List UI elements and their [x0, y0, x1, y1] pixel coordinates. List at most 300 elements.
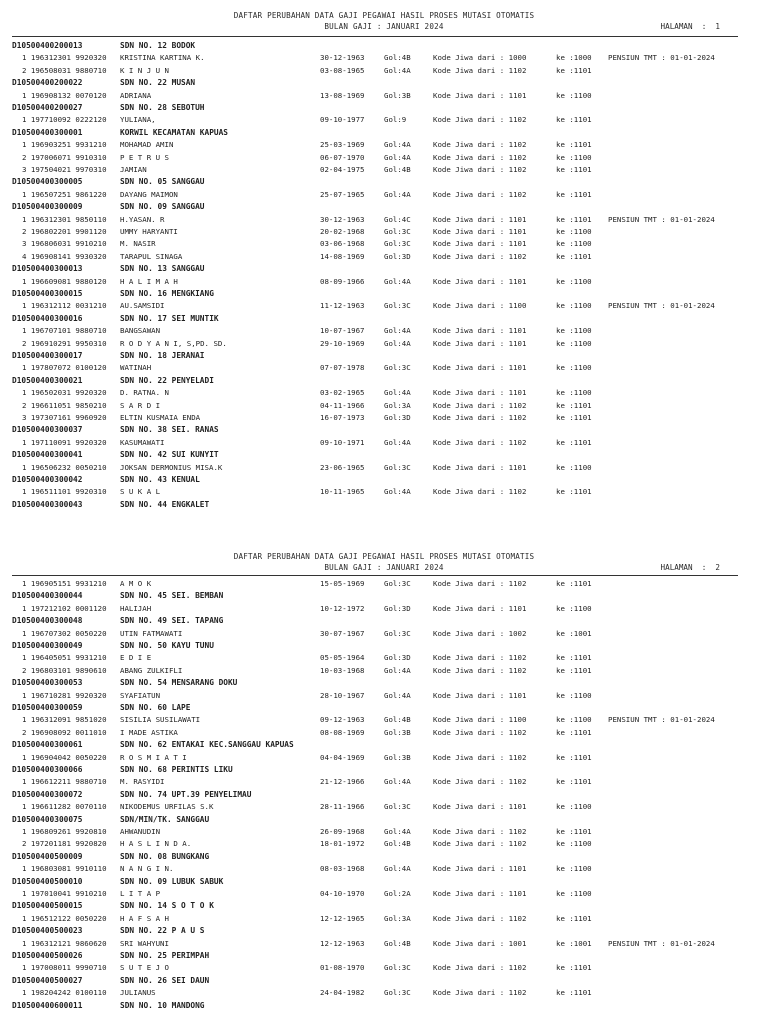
family-code-to: ke :1101: [556, 827, 592, 836]
employee-row: [12, 387, 752, 399]
employee-name: H.YASAN. R: [120, 214, 165, 224]
family-code-to: ke :1001: [556, 628, 592, 638]
employee-name: UTIN FATMAWATI: [120, 628, 183, 638]
family-code-to: ke :1101: [556, 140, 592, 150]
family-code-to: ke :1100: [556, 603, 592, 613]
unit-code: D10500400300049: [12, 641, 83, 650]
birth-date: 18-01-1972: [320, 839, 365, 849]
employee-name: E D I E: [120, 653, 152, 663]
grade: Gol:4C: [384, 214, 411, 224]
unit-name: SDN NO. 62 ENTAKAI KEC.SANGGAU KAPUAS: [120, 740, 294, 750]
grade: Gol:3D: [384, 413, 411, 422]
unit-name: SDN NO. 49 SEI. TAPANG: [120, 616, 224, 626]
family-code-to: ke :1100: [556, 388, 592, 398]
family-code-to: ke :1101: [556, 65, 592, 75]
employee-name: S U K A L: [120, 487, 161, 497]
birth-date: 16-07-1973: [320, 413, 365, 422]
employee-row: [12, 65, 752, 77]
unit-header-row: [12, 127, 752, 139]
grade: Gol:3A: [384, 913, 411, 923]
family-code-from: Kode Jiwa dari : 1102: [433, 140, 527, 150]
unit-name: SDN NO. 26 SEI DAUN: [120, 975, 210, 985]
employee-name: MOHAMAD AMIN: [120, 140, 174, 150]
birth-date: 12-12-1963: [320, 938, 365, 948]
unit-header-row: [12, 474, 752, 486]
unit-header-row: [12, 424, 752, 436]
employee-nip: 1 196507251 9861220: [22, 189, 107, 199]
family-code-to: ke :1100: [556, 276, 592, 286]
birth-date: 15-05-1969: [320, 579, 365, 588]
employee-name: SRI WAHYUNI: [120, 938, 169, 948]
unit-code: D10500400300072: [12, 789, 83, 799]
family-code-to: ke :1100: [556, 152, 592, 162]
family-code-from: Kode Jiwa dari : 1101: [433, 338, 527, 348]
family-code-from: Kode Jiwa dari : 1102: [433, 727, 527, 737]
birth-date: 30-12-1963: [320, 214, 365, 224]
grade: Gol:4B: [384, 53, 411, 63]
grade: Gol:3D: [384, 603, 411, 613]
unit-code: D10500400300053: [12, 678, 83, 688]
unit-header-row: [12, 677, 752, 689]
birth-date: 10-11-1965: [320, 487, 365, 497]
unit-code: D10500400300016: [12, 313, 83, 323]
employee-nip: 1 196803081 9910110: [22, 864, 107, 874]
unit-code: D10500400300059: [12, 703, 83, 712]
employee-name: KASUMAWATI: [120, 437, 165, 447]
employee-nip: 2 196803101 9890610: [22, 665, 107, 675]
employee-name: R O S M I A T I: [120, 752, 187, 762]
unit-name: SDN NO. 50 KAYU TUNU: [120, 641, 214, 650]
employee-row: [12, 338, 752, 350]
unit-header-row: [12, 102, 752, 114]
page-label: HALAMAN: [660, 22, 693, 31]
grade: Gol:3C: [384, 802, 411, 812]
unit-code: D10500400300005: [12, 177, 83, 187]
unit-name: SDN NO. 22 P A U S: [120, 926, 205, 936]
unit-name: SDN NO. 17 SEI MUNTIK: [120, 313, 219, 323]
birth-date: 08-08-1969: [320, 727, 365, 737]
employee-row: [12, 888, 752, 900]
employee-nip: 1 196710281 9920320: [22, 690, 107, 700]
family-code-to: ke :1100: [556, 715, 592, 725]
employee-nip: 1 196809261 9920810: [22, 827, 107, 836]
birth-date: 28-10-1967: [320, 690, 365, 700]
employee-row: [12, 52, 752, 64]
grade: Gol:3B: [384, 90, 411, 100]
unit-name: SDN NO. 42 SUI KUNYIT: [120, 450, 219, 460]
employee-name: AU.SAMSIDI: [120, 301, 165, 311]
employee-name: K I N J U N: [120, 65, 169, 75]
birth-date: 08-09-1966: [320, 276, 365, 286]
employee-name: KRISTINA KARTINA K.: [120, 53, 205, 63]
family-code-from: Kode Jiwa dari : 1101: [433, 90, 527, 100]
birth-date: 25-03-1969: [320, 140, 365, 150]
unit-header-row: [12, 40, 752, 52]
grade: Gol:4A: [384, 827, 411, 836]
unit-header-row: [12, 77, 752, 89]
birth-date: 20-02-1968: [320, 227, 365, 236]
page-number: HALAMAN : 2: [660, 563, 720, 572]
employee-name: BANGSAWAN: [120, 326, 161, 336]
birth-date: 10-07-1967: [320, 326, 365, 336]
employee-row: [12, 139, 752, 151]
family-code-to: ke :1100: [556, 690, 592, 700]
employee-name: YULIANA,: [120, 115, 156, 125]
family-code-to: ke :1100: [556, 462, 592, 472]
family-code-from: Kode Jiwa dari : 1102: [433, 115, 527, 125]
employee-row: [12, 226, 752, 238]
retirement-note: PENSIUN TMT : 01-01-2024: [608, 53, 715, 63]
retirement-note: PENSIUN TMT : 01-01-2024: [608, 938, 715, 948]
employee-row: [12, 752, 752, 764]
employee-nip: 4 196908141 9930320: [22, 251, 107, 261]
unit-name: SDN NO. 43 KENUAL: [120, 475, 200, 484]
family-code-to: ke :1101: [556, 913, 592, 923]
birth-date: 24-04-1982: [320, 988, 365, 998]
unit-header-row: [12, 263, 752, 275]
employee-row: [12, 603, 752, 615]
unit-header-row: [12, 764, 752, 776]
employee-row: [12, 412, 752, 424]
employee-name: H A F S A H: [120, 913, 169, 923]
employee-nip: 3 196806031 9910210: [22, 239, 107, 249]
employee-nip: 1 197807072 0100120: [22, 363, 107, 373]
grade: Gol:4A: [384, 152, 411, 162]
unit-name: SDN NO. 22 MUSAN: [120, 78, 196, 88]
family-code-from: Kode Jiwa dari : 1102: [433, 251, 527, 261]
unit-code: D10500400300061: [12, 740, 83, 750]
employee-row: [12, 913, 752, 925]
family-code-to: ke :1101: [556, 727, 592, 737]
employee-nip: 1 198204242 0100110: [22, 988, 107, 998]
grade: Gol:4B: [384, 839, 411, 849]
employee-row: [12, 714, 752, 726]
employee-nip: 1 196611282 0070110: [22, 802, 107, 812]
birth-date: 08-03-1968: [320, 864, 365, 874]
birth-date: 04-10-1970: [320, 889, 365, 898]
grade: Gol:4A: [384, 665, 411, 675]
unit-code: D10500400300043: [12, 499, 83, 509]
page-number-value: 2: [715, 563, 720, 572]
retirement-note: PENSIUN TMT : 01-01-2024: [608, 214, 715, 224]
family-code-to: ke :1101: [556, 400, 592, 410]
employee-row: [12, 189, 752, 201]
unit-code: D10500400300021: [12, 375, 83, 385]
employee-nip: 1 196707101 9880710: [22, 326, 107, 336]
grade: Gol:4B: [384, 938, 411, 948]
grade: Gol:3B: [384, 752, 411, 762]
birth-date: 10-03-1968: [320, 665, 365, 675]
employee-name: L I T A P: [120, 889, 161, 898]
unit-code: D10500400300009: [12, 202, 83, 212]
unit-code: D10500400500015: [12, 901, 83, 911]
grade: Gol:3C: [384, 988, 411, 998]
unit-code: D10500400200027: [12, 103, 83, 112]
birth-date: 13-08-1969: [320, 90, 365, 100]
page-separator: [0, 530, 768, 548]
employee-name: JULIANUS: [120, 988, 156, 998]
grade: Gol:3C: [384, 963, 411, 973]
employee-nip: 3 197307161 9960920: [22, 413, 107, 422]
unit-name: SDN NO. 09 SANGGAU: [120, 202, 205, 212]
birth-date: 25-07-1965: [320, 189, 365, 199]
family-code-to: ke :1101: [556, 413, 592, 422]
retirement-note: PENSIUN TMT : 01-01-2024: [608, 715, 715, 725]
unit-name: SDN NO. 14 S O T O K: [120, 901, 214, 911]
unit-code: D10500400500010: [12, 876, 83, 886]
grade: Gol:4A: [384, 864, 411, 874]
employee-name: UMMY HARYANTI: [120, 227, 178, 236]
employee-row: [12, 164, 752, 176]
page-label: HALAMAN: [660, 563, 693, 572]
unit-header-row: [12, 313, 752, 325]
unit-name: SDN NO. 08 BUNGKANG: [120, 851, 210, 861]
unit-header-row: [12, 851, 752, 863]
unit-code: D10500400200022: [12, 78, 83, 88]
employee-row: [12, 325, 752, 337]
employee-row: [12, 938, 752, 950]
employee-row: [12, 238, 752, 250]
grade: Gol:4A: [384, 437, 411, 447]
family-code-from: Kode Jiwa dari : 1100: [433, 301, 527, 311]
header-rule: [12, 36, 738, 37]
unit-code: D10500400300013: [12, 264, 83, 274]
unit-header-row: [12, 900, 752, 912]
family-code-from: Kode Jiwa dari : 1102: [433, 777, 527, 787]
birth-date: 01-08-1970: [320, 963, 365, 973]
grade: Gol:4A: [384, 189, 411, 199]
unit-header-row: [12, 449, 752, 461]
unit-header-row: [12, 350, 752, 362]
unit-header-row: [12, 640, 752, 652]
family-code-from: Kode Jiwa dari : 1101: [433, 802, 527, 812]
employee-row: [12, 826, 752, 838]
employee-row: [12, 400, 752, 412]
grade: Gol:4A: [384, 326, 411, 336]
birth-date: 26-09-1968: [320, 827, 365, 836]
employee-nip: 1 196905151 9931210: [22, 579, 107, 588]
employee-nip: 1 197212102 0001120: [22, 603, 107, 613]
employee-name: S U T E J O: [120, 963, 169, 973]
family-code-from: Kode Jiwa dari : 1101: [433, 276, 527, 286]
family-code-from: Kode Jiwa dari : 1102: [433, 437, 527, 447]
unit-header-row: [12, 1000, 752, 1012]
grade: Gol:4A: [384, 777, 411, 787]
employee-row: [12, 987, 752, 999]
employee-name: NIKODEMUS URFILAS S.K: [120, 802, 214, 812]
employee-nip: 2 197006071 9910310: [22, 152, 107, 162]
family-code-to: ke :1101: [556, 777, 592, 787]
birth-date: 07-07-1978: [320, 363, 365, 373]
employee-row: [12, 362, 752, 374]
unit-code: D10500400300042: [12, 475, 83, 484]
grade: Gol:3C: [384, 227, 411, 236]
unit-code: D10500400300041: [12, 450, 83, 460]
family-code-to: ke :1101: [556, 988, 592, 998]
family-code-from: Kode Jiwa dari : 1101: [433, 363, 527, 373]
family-code-to: ke :1100: [556, 864, 592, 874]
employee-nip: 2 197201181 9920820: [22, 839, 107, 849]
employee-nip: 1 196908132 0070120: [22, 90, 107, 100]
unit-header-row: [12, 814, 752, 826]
employee-nip: 1 196512122 0050220: [22, 913, 107, 923]
page-number-value: 1: [715, 22, 720, 31]
family-code-to: ke :1100: [556, 326, 592, 336]
birth-date: 28-11-1966: [320, 802, 365, 812]
grade: Gol:3C: [384, 579, 411, 588]
employee-name: WATINAH: [120, 363, 152, 373]
employee-nip: 1 196502031 9920320: [22, 388, 107, 398]
family-code-to: ke :1101: [556, 963, 592, 973]
family-code-to: ke :1101: [556, 165, 592, 174]
employee-name: N A N G I N.: [120, 864, 174, 874]
family-code-from: Kode Jiwa dari : 1101: [433, 864, 527, 874]
unit-name: SDN NO. 54 MENSARANG DOKU: [120, 678, 238, 688]
family-code-from: Kode Jiwa dari : 1101: [433, 603, 527, 613]
family-code-to: ke :1101: [556, 487, 592, 497]
unit-name: SDN NO. 09 LUBUK SABUK: [120, 876, 224, 886]
family-code-from: Kode Jiwa dari : 1102: [433, 579, 527, 588]
report-title: DAFTAR PERUBAHAN DATA GAJI PEGAWAI HASIL PROSES MUTASI OTOMATIS: [233, 11, 535, 20]
employee-name: AHWANUDIN: [120, 827, 161, 836]
family-code-to: ke :1100: [556, 301, 592, 311]
employee-nip: 1 196312091 9851020: [22, 715, 107, 725]
family-code-from: Kode Jiwa dari : 1102: [433, 400, 527, 410]
grade: Gol:9: [384, 115, 407, 125]
family-code-from: Kode Jiwa dari : 1102: [433, 827, 527, 836]
unit-name: KORWIL KECAMATAN KAPUAS: [120, 127, 228, 137]
unit-name: SDN NO. 44 ENGKALET: [120, 499, 210, 509]
family-code-from: Kode Jiwa dari : 1102: [433, 913, 527, 923]
family-code-to: ke :1101: [556, 579, 592, 588]
unit-code: D10500400300075: [12, 814, 83, 824]
grade: Gol:3D: [384, 251, 411, 261]
employee-nip: 2 196802201 9901120: [22, 227, 107, 236]
family-code-from: Kode Jiwa dari : 1101: [433, 326, 527, 336]
family-code-to: ke :1100: [556, 90, 592, 100]
family-code-to: ke :1101: [556, 665, 592, 675]
employee-row: [12, 962, 752, 974]
birth-date: 23-06-1965: [320, 462, 365, 472]
family-code-from: Kode Jiwa dari : 1102: [433, 413, 527, 422]
employee-name: H A L I M A H: [120, 276, 178, 286]
employee-name: JAMIAN: [120, 165, 147, 174]
employee-nip: 1 196506232 0050210: [22, 462, 107, 472]
report-subtitle: BULAN GAJI : JANUARI 2024: [324, 563, 444, 572]
employee-nip: 1 196312121 9860620: [22, 938, 107, 948]
employee-name: TARAPUL SINAGA: [120, 251, 183, 261]
employee-name: SYAFIATUN: [120, 690, 161, 700]
employee-row: [12, 665, 752, 677]
birth-date: 03-02-1965: [320, 388, 365, 398]
employee-row: [12, 214, 752, 226]
employee-row: [12, 90, 752, 102]
employee-nip: 1 196707302 0050220: [22, 628, 107, 638]
unit-header-row: [12, 499, 752, 511]
grade: Gol:4A: [384, 338, 411, 348]
unit-name: SDN/MIN/TK. SANGGAU: [120, 814, 210, 824]
employee-name: ADRIANA: [120, 90, 152, 100]
unit-code: D10500400300044: [12, 591, 83, 601]
employee-nip: 1 196903251 9931210: [22, 140, 107, 150]
family-code-from: Kode Jiwa dari : 1102: [433, 487, 527, 497]
birth-date: 03-08-1965: [320, 65, 365, 75]
header-rule: [12, 575, 738, 576]
unit-name: SDN NO. 28 SEBOTUH: [120, 103, 205, 112]
birth-date: 05-05-1964: [320, 653, 365, 663]
employee-name: M. NASIR: [120, 239, 156, 249]
family-code-to: ke :1101: [556, 189, 592, 199]
birth-date: 04-04-1969: [320, 752, 365, 762]
unit-header-row: [12, 375, 752, 387]
employee-name: S A R D I: [120, 400, 161, 410]
employee-name: ELTIN KUSMAIA ENDA: [120, 413, 201, 422]
employee-row: [12, 462, 752, 474]
family-code-from: Kode Jiwa dari : 1102: [433, 988, 527, 998]
birth-date: 30-07-1967: [320, 628, 365, 638]
grade: Gol:3C: [384, 239, 411, 249]
unit-name: SDN NO. 18 JERANAI: [120, 351, 205, 360]
unit-name: SDN NO. 16 MENGKIANG: [120, 289, 214, 298]
employee-nip: 1 197010041 9910210: [22, 889, 107, 898]
report-page-2: [0, 548, 768, 1024]
retirement-note: PENSIUN TMT : 01-01-2024: [608, 301, 715, 311]
employee-name: P E T R U S: [120, 152, 169, 162]
family-code-from: Kode Jiwa dari : 1102: [433, 165, 527, 174]
birth-date: 30-12-1963: [320, 53, 365, 63]
family-code-from: Kode Jiwa dari : 1102: [433, 839, 527, 849]
unit-header-row: [12, 950, 752, 962]
employee-nip: 1 196612211 9880710: [22, 777, 107, 787]
family-code-from: Kode Jiwa dari : 1102: [433, 189, 527, 199]
grade: Gol:2A: [384, 889, 411, 898]
family-code-to: ke :1100: [556, 802, 592, 812]
unit-name: SDN NO. 74 UPT.39 PENYELIMAU: [120, 789, 252, 799]
employee-row: [12, 776, 752, 788]
family-code-from: Kode Jiwa dari : 1002: [433, 628, 527, 638]
unit-name: SDN NO. 60 LAPE: [120, 703, 191, 712]
grade: Gol:4A: [384, 140, 411, 150]
employee-name: A M O K: [120, 579, 152, 588]
family-code-to: ke :1100: [556, 227, 592, 236]
grade: Gol:3C: [384, 363, 411, 373]
unit-code: D10500400500009: [12, 851, 83, 861]
birth-date: 09-12-1963: [320, 715, 365, 725]
grade: Gol:4B: [384, 715, 411, 725]
unit-name: SDN NO. 22 PENYELADI: [120, 375, 214, 385]
family-code-to: ke :1001: [556, 938, 592, 948]
family-code-from: Kode Jiwa dari : 1101: [433, 388, 527, 398]
employee-row: [12, 727, 752, 739]
family-code-to: ke :1000: [556, 53, 592, 63]
employee-row: [12, 801, 752, 813]
employee-row: [12, 652, 752, 664]
employee-name: R O D Y A N I, S,PD. SD.: [120, 338, 227, 348]
employee-row: [12, 838, 752, 850]
employee-nip: 2 196908092 0011010: [22, 727, 107, 737]
family-code-to: ke :1101: [556, 653, 592, 663]
family-code-from: Kode Jiwa dari : 1101: [433, 690, 527, 700]
employee-row: [12, 486, 752, 498]
employee-row: [12, 114, 752, 126]
report-title: DAFTAR PERUBAHAN DATA GAJI PEGAWAI HASIL PROSES MUTASI OTOMATIS: [233, 552, 535, 561]
employee-row: [12, 690, 752, 702]
family-code-from: Kode Jiwa dari : 1102: [433, 963, 527, 973]
unit-header-row: [12, 176, 752, 188]
family-code-to: ke :1100: [556, 363, 592, 373]
unit-code: D10500400300066: [12, 765, 83, 774]
employee-nip: 3 197504021 9970310: [22, 165, 107, 174]
